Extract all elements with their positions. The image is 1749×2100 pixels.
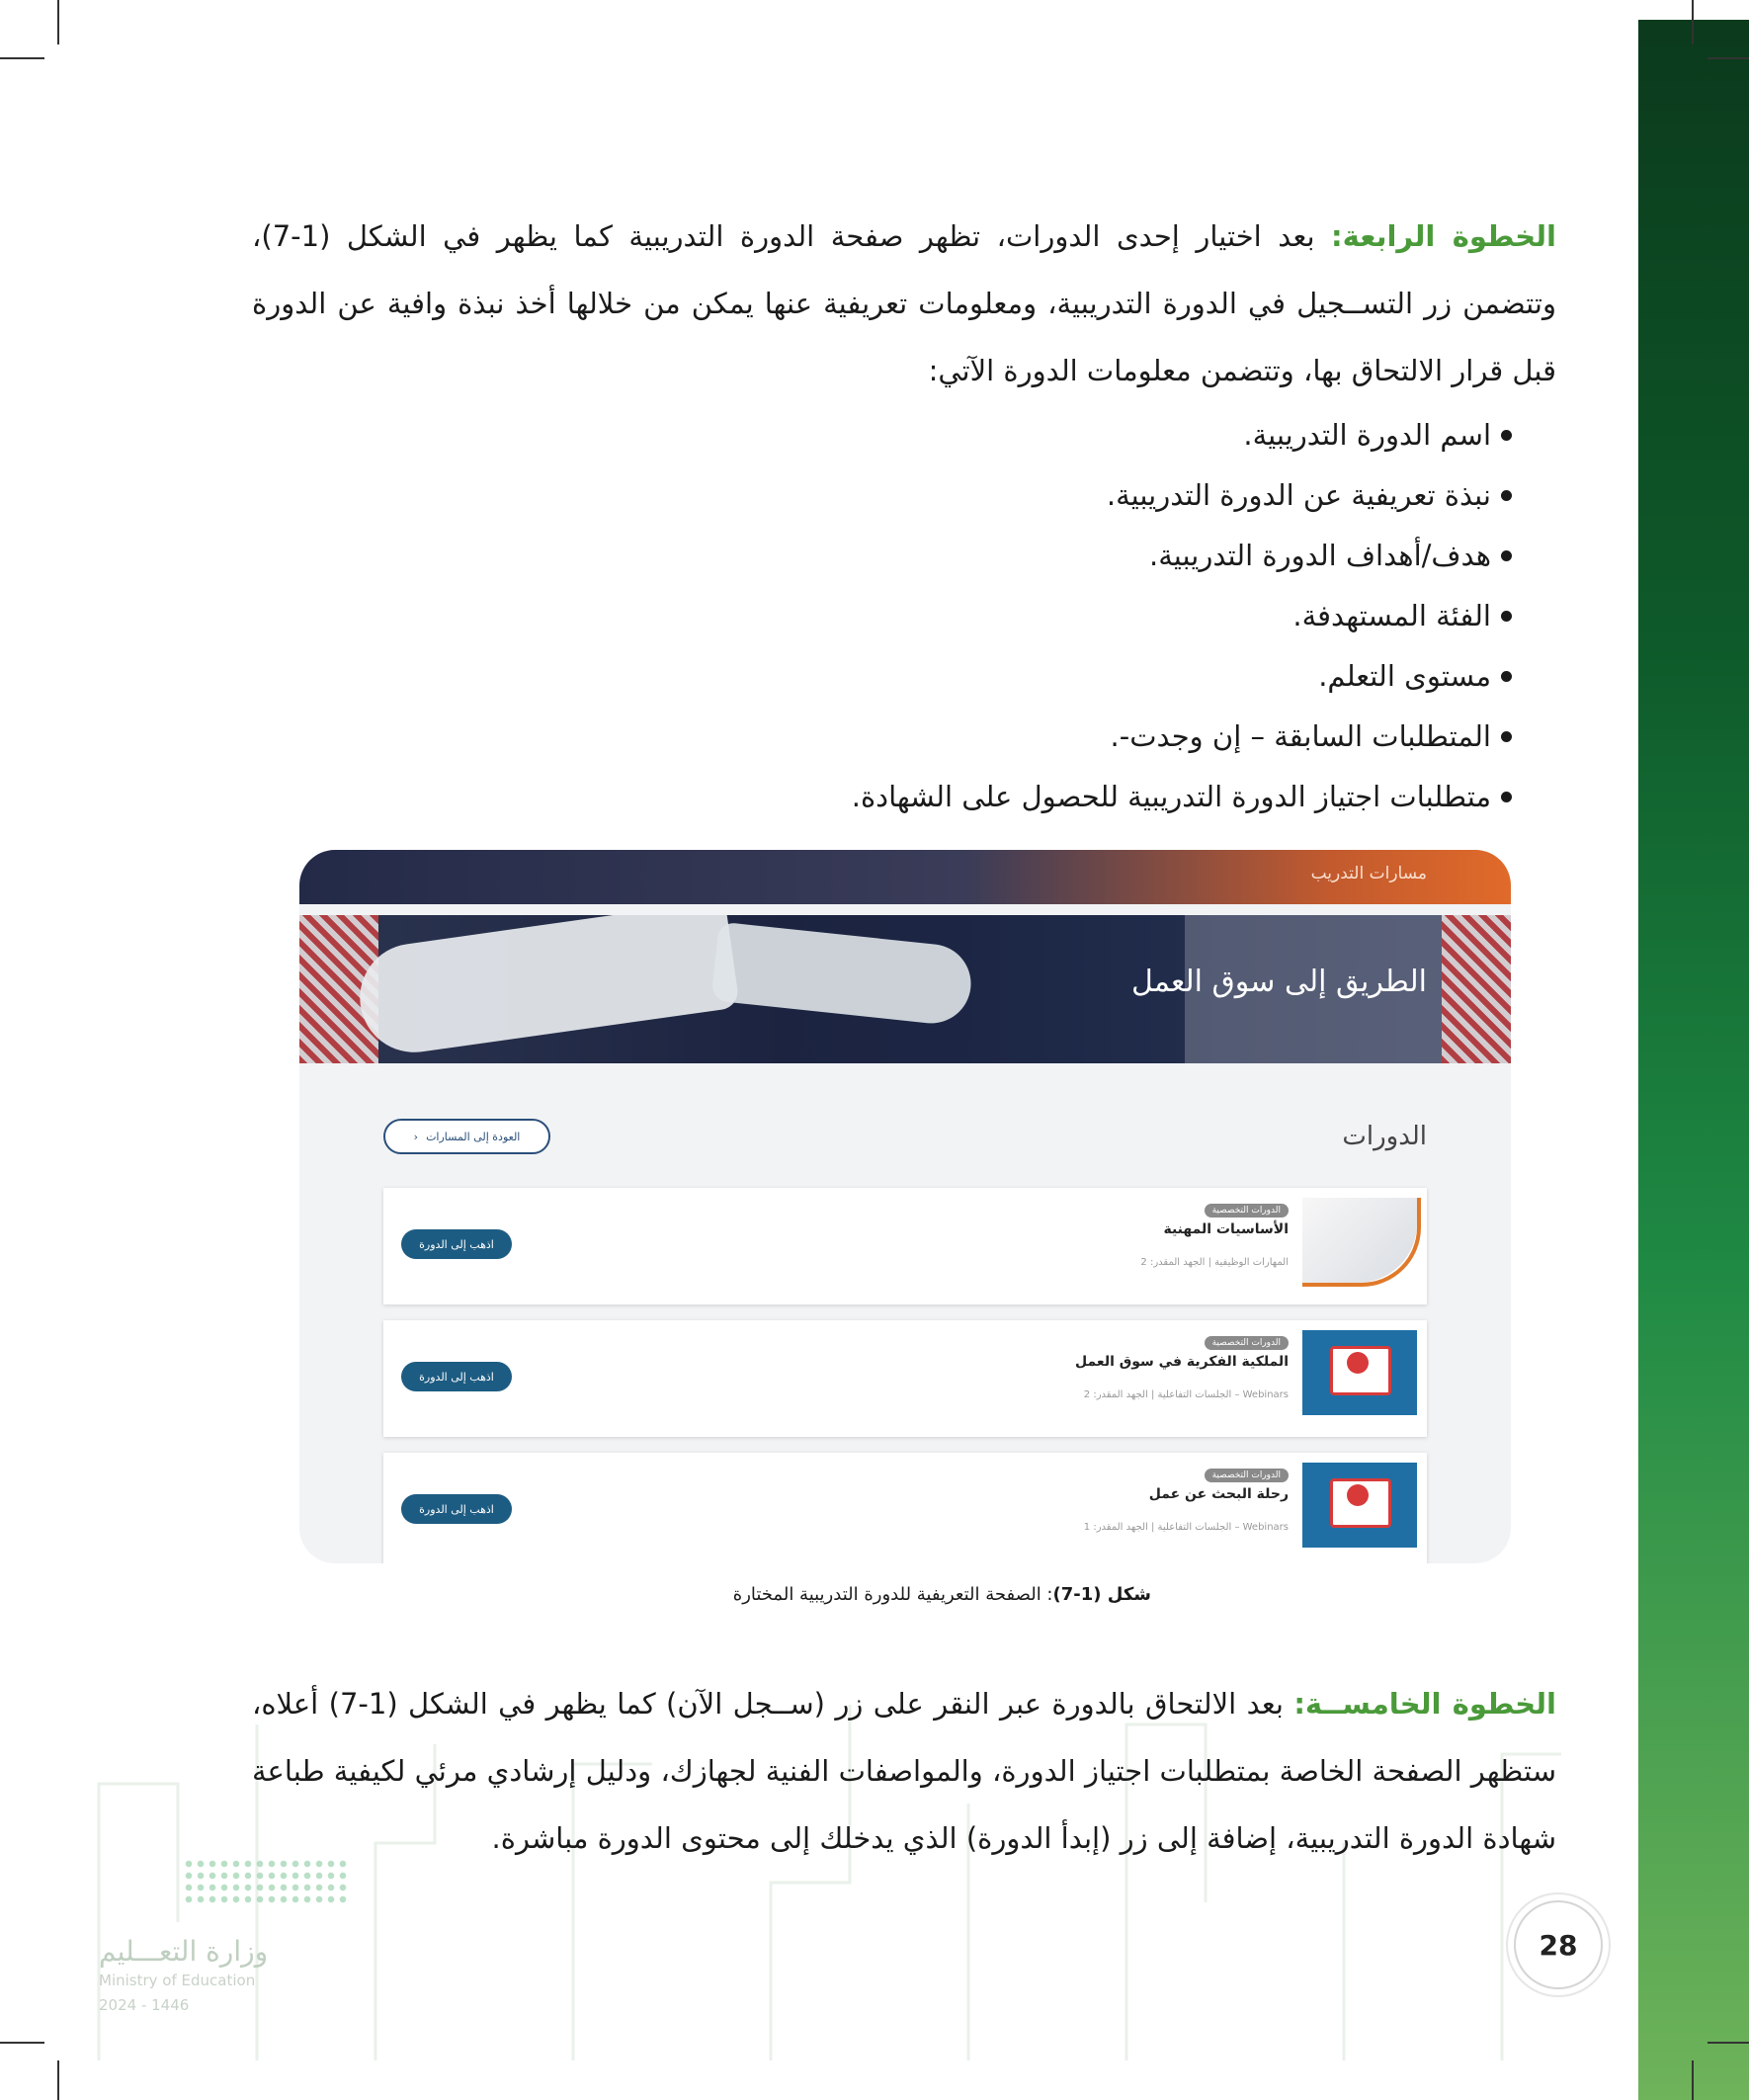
crop-mark: [0, 2042, 44, 2044]
list-item: هدف/أهداف الدورة التدريبية.: [852, 526, 1512, 586]
hero-image-detail: [711, 922, 975, 1028]
courses-heading: الدورات: [1342, 1122, 1427, 1151]
bullet-icon: [1501, 550, 1512, 561]
step5-label: الخطوة الخامســة:: [1293, 1687, 1556, 1721]
crop-mark: [57, 2060, 59, 2100]
crop-mark: [1692, 0, 1694, 44]
logo-year: 2024 - 1446: [99, 1996, 190, 2014]
course-tag: الدورات التخصصية: [1205, 1204, 1289, 1218]
course-card: [383, 1320, 1427, 1437]
list-item: الفئة المستهدفة.: [852, 586, 1512, 646]
course-name: الملكية الفكرية في سوق العمل: [1075, 1354, 1289, 1370]
site-top-bar: [299, 850, 1511, 904]
course-thumbnail: [1302, 1330, 1417, 1415]
side-green-bar: [1638, 20, 1749, 2100]
course-tag: الدورات التخصصية: [1205, 1336, 1289, 1350]
nav-training-paths[interactable]: مسارات التدريب: [1310, 864, 1427, 883]
hero-title: الطريق إلى سوق العمل: [1130, 965, 1427, 999]
bullet-icon: [1501, 490, 1512, 501]
course-meta: Webinars – الجلسات التفاعلية | الجهد المقدر: 1: [1083, 1522, 1289, 1533]
hero-image-detail: [353, 915, 740, 1059]
course-tag: الدورات التخصصية: [1205, 1469, 1289, 1482]
crop-mark: [1692, 2060, 1694, 2100]
list-item: متطلبات اجتياز الدورة التدريبية للحصول على الشهادة.: [852, 767, 1512, 827]
go-to-course-button[interactable]: اذهب إلى الدورة: [401, 1229, 512, 1259]
step4-paragraph: [252, 203, 1556, 404]
course-card: [383, 1188, 1427, 1304]
course-page-screenshot: [299, 850, 1511, 1563]
crop-mark: [57, 0, 59, 44]
bullet-icon: [1501, 792, 1512, 802]
course-card: [383, 1453, 1427, 1563]
logo-arabic-text: وزارة التعـــليم: [99, 1935, 269, 1968]
ministry-logo: [99, 1858, 356, 2016]
course-info-list: [852, 405, 1512, 827]
list-item: مستوى التعلم.: [852, 646, 1512, 707]
course-thumbnail: [1302, 1198, 1417, 1283]
crop-mark: [1707, 2042, 1749, 2044]
bullet-icon: [1501, 611, 1512, 622]
course-name: رحلة البحث عن عمل: [1148, 1486, 1289, 1502]
list-item: اسم الدورة التدريبية.: [852, 405, 1512, 465]
step5-text: بعد الالتحاق بالدورة عبر النقر على زر (ســجل الآن) كما يظهر في الشكل (1-7) أعلاه، ستظهر الصفحة الخاصة بمتطلبات اجتياز الدورة، والمواصفات الفنية لجهازك، ودليل إرشادي مرئي لكيفية طباعة شهادة الدورة التدريبية، إضافة إلى زر (إبدأ الدورة) الذي يدخلك إلى محتوى الدورة مباشرة.: [252, 1687, 1556, 1855]
crop-mark: [0, 57, 44, 59]
bullet-icon: [1501, 430, 1512, 441]
list-item: نبذة تعريفية عن الدورة التدريبية.: [852, 465, 1512, 526]
back-to-paths-button[interactable]: العودة إلى المسارات ‹: [383, 1119, 550, 1154]
logo-english-text: Ministry of Education: [99, 1972, 256, 1989]
bullet-icon: [1501, 731, 1512, 742]
step4-text: بعد اختيار إحدى الدورات، تظهر صفحة الدورة التدريبية كما يظهر في الشكل (1-7)، وتتضمن زر التســجيل في الدورة التدريبية، ومعلومات تعريفية عنها يمكن من خلالها أخذ نبذة وافية عن الدورة قبل قرار الالتحاق بها، وتتضمن معلومات الدورة الآتي:: [252, 219, 1556, 387]
chevron-left-icon: ‹: [413, 1130, 419, 1143]
crop-mark: [1707, 57, 1749, 59]
list-item: المتطلبات السابقة – إن وجدت-.: [852, 707, 1512, 767]
go-to-course-button[interactable]: اذهب إلى الدورة: [401, 1494, 512, 1524]
course-thumbnail: [1302, 1463, 1417, 1548]
hero-image-detail: [1442, 915, 1511, 1063]
hero-banner: [299, 915, 1511, 1063]
step4-label: الخطوة الرابعة:: [1331, 219, 1556, 253]
step5-paragraph: [252, 1670, 1556, 1872]
go-to-course-button[interactable]: اذهب إلى الدورة: [401, 1362, 512, 1391]
bullet-icon: [1501, 671, 1512, 682]
page-number: 28: [1514, 1900, 1603, 1989]
course-meta: المهارات الوظيفية | الجهد المقدر: 2: [1140, 1257, 1289, 1268]
logo-dots-icon: [183, 1858, 351, 1907]
figure-caption: شكل (1-7): الصفحة التعريفية للدورة التدريبية المختارة: [732, 1584, 1151, 1605]
course-name: الأساسيات المهنية: [1163, 1221, 1289, 1237]
course-meta: Webinars – الجلسات التفاعلية | الجهد المقدر: 2: [1083, 1389, 1289, 1400]
